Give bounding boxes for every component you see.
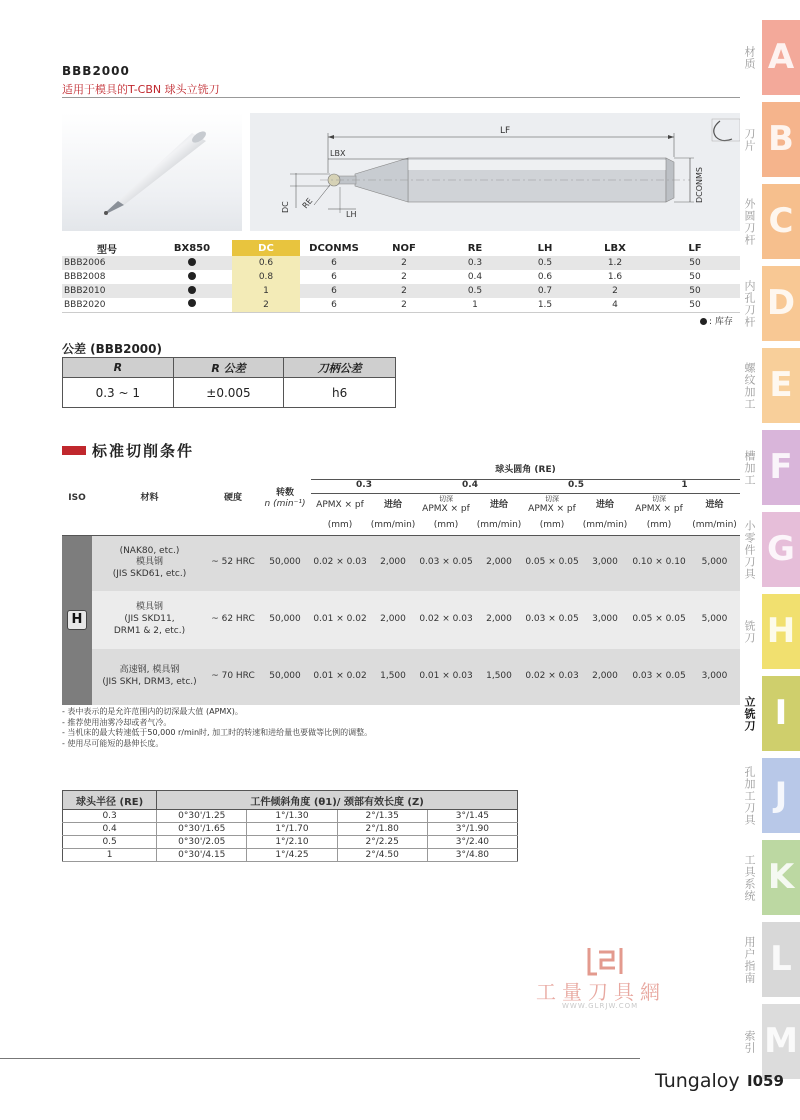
label-dconms: DCONMS: [695, 166, 704, 203]
table-row: 1 0°30'/4.15 1°/4.25 2°/4.50 3°/4.80: [63, 849, 518, 862]
index-tab-label-text: 槽加工: [743, 449, 756, 486]
index-tab-label-text: 铣刀: [743, 619, 756, 644]
col-bx850: BX850: [173, 242, 211, 254]
cc-apmx-header: 切深 APMX × pf: [422, 495, 470, 514]
index-tab-g[interactable]: G: [762, 512, 800, 587]
cc-apmx-header: 切深 APMX × pf: [528, 495, 576, 514]
note-line: - 当机床的最大转速低于50,000 r/min时, 加工时的转速和进给量也要做等比例的调整。: [62, 728, 373, 737]
cc-feed-header: 进给: [383, 499, 402, 510]
label-dc: DC: [281, 201, 290, 213]
stock-dot-icon: [188, 258, 196, 266]
index-tab-label-text: 螺纹加工: [743, 361, 756, 410]
cc-feed-header: 进给: [705, 499, 724, 510]
index-tab-label-text: 外圆刀杆: [743, 197, 756, 246]
cutting-conditions-table: ISO 材料 硬度 转数 n (min⁻¹) 球头圆角 (RE) 0.3 0.4 0.5 1 APMX × pf 进给 切深 APMX × pf 进给 切深 APMX × pf 进给 切深 APMX × pf 进给 (mm) (mm/min) (mm) (mm/min) (mm) (mm/min) (mm) (mm/min) H (NAK80, etc.) 模具钢 (JIS SKD61, etc.) ~ 52 HRC 50,000 0.02 × 0.03 2,000 0.03 × 0.05 2,000 0.05 × 0.05 3,000 0.10 × 0.10 5,000 模具钢 (JIS SKD11, DRM1 & 2, etc.) ~ 62 HRC 50,000 0.01 × 0.02 2,000 0.02 × 0.03 2,000 0.03 × 0.05 3,000 0.05 × 0.05 5,000 高速钢, 模具钢 (JIS SKH, DRM3, etc.) ~ 70 HRC 50,000 0.01 × 0.02 1,500 0.01 × 0.03 1,500 0.02 × 0.03 2,000 0.03 × 0.05 3,000: [62, 463, 740, 705]
tolerance-table: [62, 357, 396, 408]
note-line: - 推荐使用油雾冷却或者气冷。: [62, 717, 172, 727]
table-row: H (NAK80, etc.) 模具钢 (JIS SKD61, etc.) ~ 52 HRC 50,000 0.02 × 0.03 2,000 0.03 × 0.05 2,000 0.05 × 0.05 3,000 0.10 × 0.10 5,000: [62, 535, 740, 591]
index-tab-label[interactable]: [736, 430, 762, 505]
table-row: BBB2006 0.6 6 2 0.3 0.5 1.2 50: [62, 256, 740, 270]
index-tab-h[interactable]: H: [762, 594, 800, 669]
header-divider: [62, 97, 740, 98]
index-tab-m[interactable]: M: [762, 1004, 800, 1079]
index-tab-e[interactable]: E: [762, 348, 800, 423]
tolerance-title: 公差 (BBB2000): [62, 342, 162, 356]
cc-feed-header: 进给: [595, 499, 614, 510]
col-model: 型号: [97, 244, 117, 256]
table-row: 模具钢 (JIS SKD11, DRM1 & 2, etc.) ~ 62 HRC 50,000 0.01 × 0.02 2,000 0.02 × 0.03 2,000 0.03 × 0.05 3,000 0.05 × 0.05 5,000: [62, 591, 740, 649]
product-code-title: BBB2000: [62, 64, 130, 78]
table-row: 0.4 0°30'/1.65 1°/1.70 2°/1.80 3°/1.90: [63, 823, 518, 836]
index-tab-label[interactable]: [736, 758, 762, 833]
index-tab-label[interactable]: [736, 184, 762, 259]
note-line: - 使用尽可能短的悬伸长度。: [62, 738, 164, 748]
col-lf: LF: [688, 242, 702, 254]
watermark-url: WWW.GLRJW.COM: [562, 1002, 639, 1010]
product-table: [62, 240, 740, 313]
table-row: BBB2008 0.8 6 2 0.4 0.6 1.6 50: [64, 272, 701, 282]
index-tab-label-text: 材质: [743, 45, 756, 70]
watermark-logo: [585, 946, 625, 976]
index-tab-label-text: 小零件刀具: [743, 519, 756, 580]
index-tab-label-text: 内孔刀杆: [743, 279, 756, 328]
index-tab-label[interactable]: [736, 266, 762, 341]
stock-dot-icon: [188, 286, 196, 294]
tol-col-r: R: [63, 358, 174, 378]
index-tab-i[interactable]: I: [762, 676, 800, 751]
col-re: RE: [467, 242, 483, 254]
cc-feed-header: 进给: [489, 499, 508, 510]
index-tab-label-text: 索引: [743, 1029, 756, 1054]
index-tab-label[interactable]: [736, 1004, 762, 1079]
stock-dot-icon: [700, 318, 707, 325]
col-dc: DC: [232, 240, 300, 256]
table-row: 0.3 0°30'/1.25 1°/1.30 2°/1.35 3°/1.45: [63, 810, 518, 823]
index-tab-label[interactable]: [736, 512, 762, 587]
page-number: I059: [747, 1072, 784, 1090]
footer-brand: Tungaloy: [655, 1070, 740, 1092]
index-tab-a[interactable]: A: [762, 20, 800, 95]
tol-col-r-tol: R 公差: [173, 358, 284, 378]
index-tab-label[interactable]: [736, 840, 762, 915]
cutting-conditions-title: 标准切削条件: [92, 442, 195, 460]
stock-dot-icon: [188, 272, 196, 280]
footer-divider: [0, 1058, 640, 1059]
col-dconms: DCONMS: [309, 242, 359, 254]
cc-apmx-header: 切深 APMX × pf: [635, 495, 683, 514]
index-tab-d[interactable]: D: [762, 266, 800, 341]
index-tab-b[interactable]: B: [762, 102, 800, 177]
col-nof: NOF: [392, 242, 416, 254]
cc-re-05: 0.5: [523, 479, 629, 493]
index-tab-label[interactable]: [736, 348, 762, 423]
cc-col-hardness: 硬度: [207, 463, 259, 535]
label-lh: LH: [346, 210, 357, 219]
br-col-re: 球头半径 (RE): [63, 791, 157, 810]
index-tab-label[interactable]: [736, 594, 762, 669]
table-row: BBB2020 2 6 2 1 1.5 4 50: [62, 298, 740, 312]
tool-dimension-drawing: [250, 113, 740, 231]
product-subtitle: 适用于模具的T-CBN 球头立铣刀: [62, 83, 220, 96]
index-tab-label-text: 立铣刀: [743, 695, 756, 732]
index-tab-j[interactable]: J: [762, 758, 800, 833]
br-col-angle: 工件倾斜角度 (θ1)/ 颈部有效长度 (Z): [157, 791, 518, 810]
index-tab-label[interactable]: [736, 922, 762, 997]
index-tab-label[interactable]: [736, 20, 762, 95]
cc-apmx-header: APMX × pf: [316, 499, 364, 510]
label-lf: LF: [500, 126, 511, 136]
index-tab-label-text: 孔加工刀具: [743, 765, 756, 826]
iso-h-cell: [62, 535, 92, 705]
index-tab-k[interactable]: K: [762, 840, 800, 915]
index-tab-label[interactable]: [736, 676, 762, 751]
table-row: 0.3 ~ 1 ±0.005 h6: [63, 378, 396, 408]
label-lbx: LBX: [330, 149, 346, 158]
index-tab-label-text: 工具系统: [743, 853, 756, 902]
table-row: 0.5 0°30'/2.05 1°/2.10 2°/2.25 3°/2.40: [63, 836, 518, 849]
note-line: - 表中表示的是允许范围内的切深最大值 (APMX)。: [62, 707, 243, 716]
table-row: BBB2010 1 6 2 0.5 0.7 2 50: [62, 284, 740, 298]
tol-col-shank: 刀柄公差: [284, 358, 396, 378]
label-re: RE: [300, 196, 315, 211]
index-tab-f[interactable]: F: [762, 430, 800, 505]
cc-re-group: 球头圆角 (RE): [311, 463, 740, 479]
cc-re-03: 0.3: [311, 479, 417, 493]
index-tab-l[interactable]: L: [762, 922, 800, 997]
cc-re-1: 1: [629, 479, 740, 493]
index-tab-label-text: 刀片: [743, 127, 756, 152]
cc-col-speed: 转数 n (min⁻¹): [259, 463, 311, 535]
cutting-notes: [62, 707, 372, 749]
iso-h-badge: H: [67, 610, 87, 630]
index-tab-label-text: 用户指南: [743, 935, 756, 984]
tool-photo: [62, 113, 242, 231]
index-tab-c[interactable]: C: [762, 184, 800, 259]
section-marker: [62, 446, 86, 455]
table-row: 高速钢, 模具钢 (JIS SKH, DRM3, etc.) ~ 70 HRC 50,000 0.01 × 0.02 1,500 0.01 × 0.03 1,500 0.02 × 0.03 2,000 0.03 × 0.05 3,000: [62, 649, 740, 705]
cc-col-material: 材料: [92, 463, 207, 535]
cc-col-iso: ISO: [62, 463, 92, 535]
index-tab-label[interactable]: [736, 102, 762, 177]
cc-re-04: 0.4: [417, 479, 523, 493]
col-lh: LH: [537, 242, 553, 254]
ball-radius-table: [62, 790, 518, 862]
stock-dot-icon: [188, 299, 196, 307]
col-lbx: LBX: [604, 242, 626, 254]
watermark-text: 工量刀具網: [536, 980, 666, 1004]
stock-legend: : 库存: [700, 314, 733, 327]
